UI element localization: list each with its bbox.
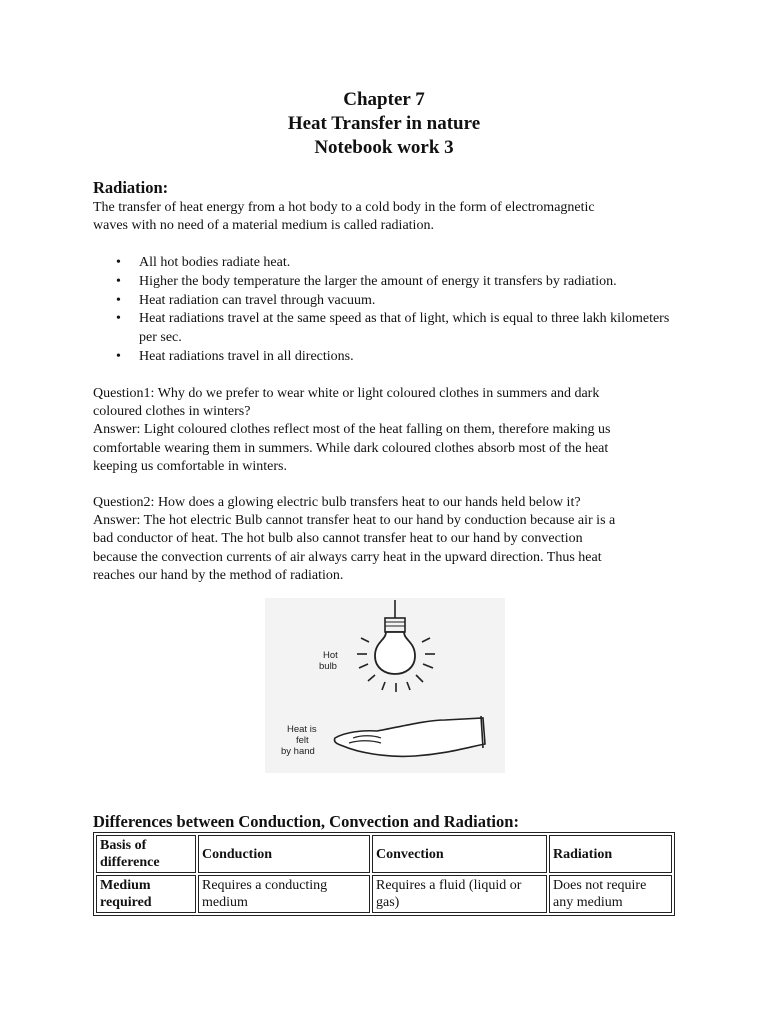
differences-heading: Differences between Conduction, Convection and Radiation: xyxy=(93,812,519,831)
row-label-cell: Medium required xyxy=(96,875,196,913)
bullet-icon: • xyxy=(116,311,121,327)
bullet-icon: • xyxy=(116,255,121,270)
header-cell-radiation: Radiation xyxy=(549,835,672,873)
answer-2-line: reaches our hand by the method of radiation. xyxy=(93,567,344,583)
list-item-text: Heat radiation can travel through vacuum. xyxy=(139,292,376,308)
radiation-heading: Radiation: xyxy=(93,178,169,197)
definition-line: waves with no need of a material medium is called radiation. xyxy=(93,218,434,234)
bullet-icon: • xyxy=(116,292,121,308)
bulb-cap xyxy=(385,618,405,632)
list-item-text: Heat radiations travel at the same speed as that of light, which is equal to three lakh kilometers per sec. xyxy=(139,311,670,346)
question-1-line: coloured clothes in winters? xyxy=(93,404,251,420)
differences-table xyxy=(93,832,675,916)
hot-bulb-label: Hot bulb xyxy=(319,650,338,672)
question-2-block xyxy=(93,494,683,585)
answer-2-line: because the convection currents of air always carry heat in the upward direction. Thus heat xyxy=(93,549,602,565)
radiation-definition xyxy=(93,199,683,235)
list-item xyxy=(93,273,683,292)
list-item-text: Higher the body temperature the larger the amount of energy it transfers by radiation. xyxy=(139,273,617,289)
question-1-line: Question1: Why do we prefer to wear white or light coloured clothes in summers and dark xyxy=(93,386,600,401)
question-2-line: Question2: How does a glowing electric bulb transfers heat to our hands held below it? xyxy=(93,495,581,510)
table-cell: Requires a conducting medium xyxy=(198,875,370,913)
title-block xyxy=(0,88,768,160)
list-item xyxy=(93,348,683,367)
header-cell-convection: Convection xyxy=(372,835,547,873)
bullet-icon: • xyxy=(116,348,121,364)
list-item-text: Heat radiations travel in all directions. xyxy=(139,348,354,364)
list-item xyxy=(93,310,683,348)
bulb-and-hand-illustration xyxy=(265,598,505,773)
lightbulb-icon xyxy=(375,632,415,674)
radiation-facts-list xyxy=(93,254,683,367)
table-cell: Requires a fluid (liquid or gas) xyxy=(372,875,547,913)
table-row xyxy=(96,875,672,913)
answer-1-line: keeping us comfortable in winters. xyxy=(93,458,288,474)
definition-line: The transfer of heat energy from a hot body to a cold body in the form of electromagnetic xyxy=(93,200,595,215)
list-item xyxy=(93,292,683,311)
question-1-block xyxy=(93,385,683,476)
chapter-title: Heat Transfer in nature xyxy=(287,113,481,134)
bullet-icon: • xyxy=(116,273,121,289)
table-header-row xyxy=(96,835,672,873)
header-cell-conduction: Conduction xyxy=(198,835,370,873)
heat-felt-label: Heat is felt by hand xyxy=(281,724,317,757)
header-cell-basis: Basis of difference xyxy=(96,835,196,873)
answer-1-line: Answer: Light coloured clothes reflect most of the heat falling on them, therefore making us xyxy=(93,422,611,438)
bulb-hand-svg xyxy=(265,598,505,773)
answer-1-line: comfortable wearing them in summers. While dark coloured clothes absorb most of the heat xyxy=(93,440,609,456)
list-item-text: All hot bodies radiate heat. xyxy=(139,255,291,270)
notebook-label: Notebook work 3 xyxy=(314,137,454,158)
table-cell: Does not require any medium xyxy=(549,875,672,913)
answer-2-line: bad conductor of heat. The hot bulb also cannot transfer heat to our hand by convection xyxy=(93,531,583,547)
chapter-label: Chapter 7 xyxy=(343,89,425,110)
answer-2-line: Answer: The hot electric Bulb cannot transfer heat to our hand by conduction because air is a xyxy=(93,513,616,529)
list-item xyxy=(93,254,683,273)
